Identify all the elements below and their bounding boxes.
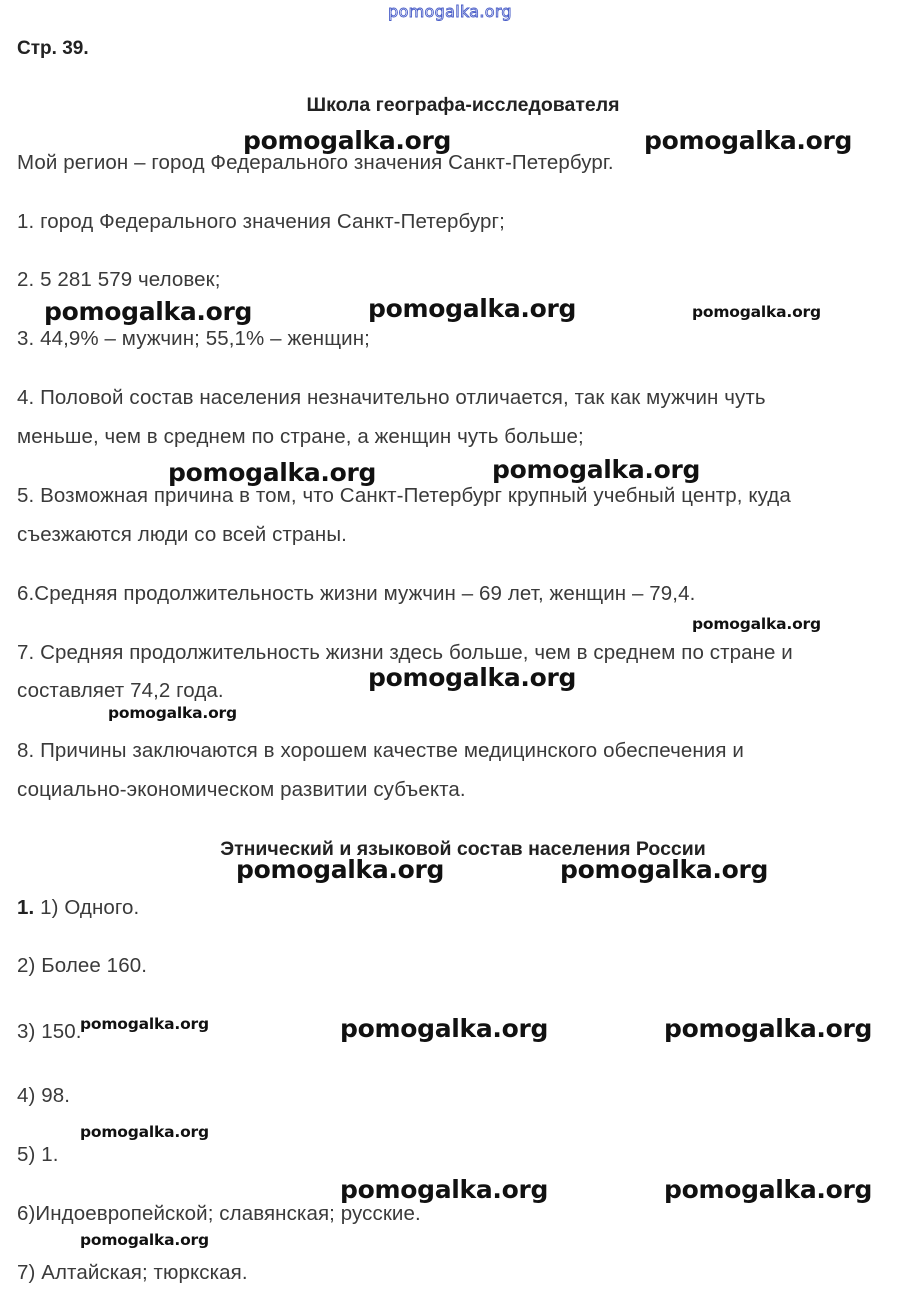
watermark: pomogalka.org xyxy=(560,855,769,884)
watermark: pomogalka.org xyxy=(492,455,701,484)
list-item: 4) 98. xyxy=(17,1084,71,1107)
watermark: pomogalka.org xyxy=(80,1015,209,1033)
watermark: pomogalka.org xyxy=(108,704,237,722)
watermark: pomogalka.org xyxy=(664,1014,873,1043)
list-item: меньше, чем в среднем по стране, а женщин чуть больше; xyxy=(17,425,584,448)
watermark: pomogalka.org xyxy=(44,297,253,326)
section1-intro: Мой регион – город Федерального значения Санкт-Петербург. xyxy=(17,151,614,174)
list-item: 5) 1. xyxy=(17,1143,59,1166)
watermark: pomogalka.org xyxy=(236,855,445,884)
list-item: составляет 74,2 года. xyxy=(17,679,224,702)
list-item: 5. Возможная причина в том, что Санкт-Петербург крупный учебный центр, куда xyxy=(17,484,791,507)
watermark: pomogalka.org xyxy=(368,663,577,692)
list-item: съезжаются люди со всей страны. xyxy=(17,523,347,546)
list-item: 7) Алтайская; тюркская. xyxy=(17,1261,248,1284)
watermark: pomogalka.org xyxy=(692,303,821,321)
watermark: pomogalka.org xyxy=(340,1014,549,1043)
list-item: 3) 150. xyxy=(17,1020,82,1043)
list-item: 1. город Федерального значения Санкт-Петербург; xyxy=(17,210,505,233)
list-item: социально-экономическом развитии субъекта. xyxy=(17,778,466,801)
list-item: 2) Более 160. xyxy=(17,954,147,977)
section2-title: Этнический и языковой состав населения России xyxy=(220,838,706,860)
list-item: 6.Средняя продолжительность жизни мужчин – 69 лет, женщин – 79,4. xyxy=(17,582,696,605)
list-item: 3. 44,9% – мужчин; 55,1% – женщин; xyxy=(17,327,370,350)
watermark: pomogalka.org xyxy=(340,1175,549,1204)
list-item: 4. Половой состав населения незначительно отличается, так как мужчин чуть xyxy=(17,386,766,409)
section1-title: Школа географа-исследователя xyxy=(306,94,620,116)
watermark: pomogalka.org xyxy=(664,1175,873,1204)
list-item: 2. 5 281 579 человек; xyxy=(17,268,221,291)
watermark: pomogalka.org xyxy=(80,1123,209,1141)
list-item-text: 1) Одного. xyxy=(34,896,140,919)
list-item: 8. Причины заключаются в хорошем качестве медицинского обеспечения и xyxy=(17,739,744,762)
list-item: 6)Индоевропейской; славянская; русские. xyxy=(17,1202,421,1225)
list-item: 7. Средняя продолжительность жизни здесь больше, чем в среднем по стране и xyxy=(17,641,793,664)
list-number: 1. xyxy=(17,896,35,919)
watermark: pomogalka.org xyxy=(692,615,821,633)
watermark: pomogalka.org xyxy=(243,126,452,155)
page-label: Стр. 39. xyxy=(17,38,89,59)
watermark: pomogalka.org xyxy=(80,1231,209,1249)
watermark: pomogalka.org xyxy=(368,294,577,323)
watermark-top: pomogalka.org xyxy=(388,2,512,21)
watermark: pomogalka.org xyxy=(644,126,853,155)
watermark: pomogalka.org xyxy=(168,458,377,487)
list-item xyxy=(17,898,139,919)
